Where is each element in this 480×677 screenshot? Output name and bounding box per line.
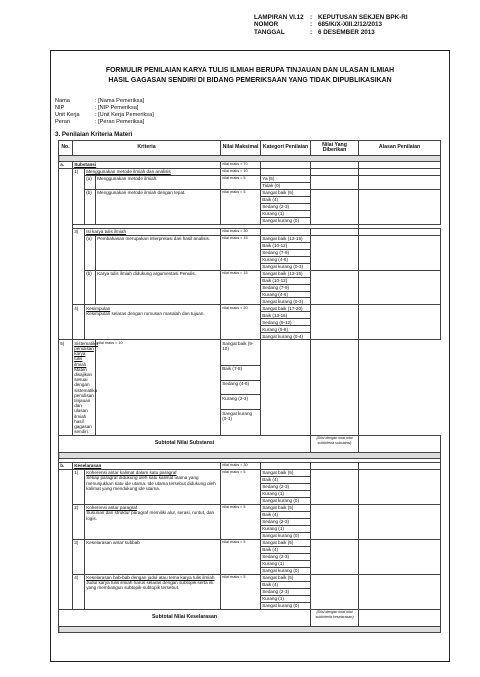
item-a5-title: Sistematika penulisan karya tulis ilmiah <box>74 340 98 367</box>
category-option: Sedang (2-3) <box>261 588 311 595</box>
colon: : <box>310 21 313 29</box>
category-option: Tidak (0) <box>261 182 311 189</box>
score-input[interactable] <box>311 270 359 305</box>
item-a3a-text: Pembahasan merupakan interpretasi dari hasil analisis. <box>96 235 221 270</box>
score-input[interactable] <box>311 175 359 189</box>
category-option: Sedang (2-3) <box>261 553 311 560</box>
category-option: Sangat kurang (0) <box>261 497 311 504</box>
reason-input[interactable] <box>359 175 441 189</box>
category-option: Kurang (2-3) <box>221 395 261 410</box>
reason-input[interactable] <box>359 305 441 340</box>
category-option: Kurang (5-8) <box>261 326 311 333</box>
unit-value[interactable]: : [Unit Kerja Pemeriksa] <box>95 112 154 118</box>
section-a-title: Substansi <box>73 161 221 168</box>
subtotal-substansi-label: Subtotal Nilai Substansi <box>59 435 311 452</box>
table-header-row <box>59 141 441 156</box>
tanggal-label: TANGGAL <box>254 28 285 36</box>
category-option: Sangat baik (9-10) <box>221 340 261 366</box>
item-a3-no: 3) <box>73 228 85 305</box>
item-a1b-text: Menggunakan metode ilmiah dengan tepat. <box>96 189 221 224</box>
category-option: Baik (4) <box>261 546 311 553</box>
item-b4-text: Judul karya tulis ilmiah harus selaras dengan subtopik serta isi yang membangun subtopik-subtopik tersebut. <box>86 580 214 591</box>
nip-value[interactable]: : [NIP Pemeriksa] <box>95 105 139 111</box>
item-a1-no: 1) <box>73 168 85 224</box>
hatch-divider <box>59 626 441 632</box>
score-input[interactable] <box>311 305 359 340</box>
reason-input[interactable] <box>359 539 441 574</box>
section-heading: 3. Penilaian Kriteria Materi <box>55 131 133 138</box>
title-line-2: HASIL GAGASAN SENDIRI DI BIDANG PEMERIKSAAN YANG TIDAK DIPUBLIKASIKAN <box>108 76 392 84</box>
category-option: Sangat kurang (0-3) <box>261 298 311 305</box>
item-a4-content <box>85 305 221 340</box>
section-b-max: nilai maks = 30 <box>221 462 261 469</box>
col-diberikan: Nilai Yang Diberikan <box>311 141 359 156</box>
role-label: Peran <box>55 119 70 125</box>
tanggal-value: 6 DESEMBER 2013 <box>318 28 375 36</box>
category-option: Sangat kurang (0-1) <box>221 410 261 436</box>
category-option: Baik (4) <box>261 581 311 588</box>
subtotal-substansi-reason[interactable] <box>359 435 441 452</box>
item-b1-max: nilai maks = 5 <box>221 469 261 504</box>
item-a5-max: nilai maks = 10 <box>96 340 221 435</box>
item-b1-no: 1) <box>73 469 85 504</box>
item-b3-no: 3) <box>73 539 85 574</box>
item-a1b-no: (b) <box>85 189 96 224</box>
category-option: Baik (4) <box>261 511 311 518</box>
reason-input[interactable] <box>359 235 441 270</box>
item-a3b-text: Karya tulis ilmiah didukung argumentasi Penulis. <box>96 270 221 305</box>
item-b4-content <box>85 574 221 609</box>
score-input[interactable] <box>261 340 311 435</box>
category-option: Sedang (2-3) <box>261 518 311 525</box>
section-a-letter: a. <box>59 161 73 168</box>
col-no: No. <box>59 141 73 156</box>
category-option: Sangat kurang (0) <box>261 217 311 224</box>
category-option: Sedang (2-3) <box>261 483 311 490</box>
category-option: Sedang (4-6) <box>221 380 261 395</box>
score-input[interactable] <box>311 504 359 539</box>
identity-block <box>55 98 154 126</box>
category-option: Sedang (2-3) <box>261 203 311 210</box>
item-a4-text: Kesimpulan selaras dengan rumusan masalah dan tujuan. <box>86 311 205 317</box>
item-a1a-no: (a) <box>85 175 96 189</box>
subtotal-keselarasan-note: (Diisi dengan total nilai subkriteria keselarasan) <box>311 609 359 626</box>
item-b2-no: 2) <box>73 504 85 539</box>
nomor-label: NOMOR <box>254 21 279 29</box>
reason-input[interactable] <box>359 574 441 609</box>
category-option: Sangat baik (17-20) <box>261 305 311 312</box>
col-kriteria: Kriteria <box>73 141 221 156</box>
category-option: Kurang (4-6) <box>261 256 311 263</box>
lampiran-label: LAMPIRAN VI.12 <box>254 14 304 21</box>
score-input[interactable] <box>311 235 359 270</box>
category-option: Kurang (1) <box>261 525 311 532</box>
item-a3a-no: (a) <box>85 235 96 270</box>
category-option: Sangat kurang (0) <box>261 567 311 574</box>
decree-header <box>254 14 408 36</box>
item-a3-max: nilai maks = 30 <box>221 228 261 235</box>
section-b-letter: b. <box>59 462 73 469</box>
category-option: Sangat kurang (0) <box>261 532 311 539</box>
category-option: Kurang (1) <box>261 560 311 567</box>
item-a1-max: nilai maks = 10 <box>221 168 261 175</box>
item-b3-title: Keselarasan antar subbab <box>86 540 140 546</box>
score-input[interactable] <box>311 469 359 504</box>
item-a1-title: Menggunakan metode ilmiah dan analisis <box>85 168 221 175</box>
lampiran-value: KEPUTUSAN SEKJEN BPK-RI <box>318 14 408 21</box>
item-b2-title: Koherensi antar paragraf <box>86 505 138 511</box>
item-a4-no: 4) <box>73 305 85 340</box>
col-kategori: Kategori Penilaian <box>261 141 311 156</box>
item-b1-content <box>85 469 221 504</box>
item-a5-content <box>73 340 96 435</box>
col-alasan: Alasan Penilaian <box>359 141 441 156</box>
category-option: Sangat baik (13-15) <box>261 270 311 277</box>
item-b2-text: Susunan dan struktur paragraf memiliki alur, serasi, runtut, dan logis. <box>86 510 215 521</box>
category-option: Sangat kurang (0-4) <box>261 333 311 340</box>
item-b4-max: nilai maks = 5 <box>221 574 261 609</box>
score-input[interactable] <box>311 574 359 609</box>
item-a1b-max: nilai maks = 5 <box>221 189 261 224</box>
category-option: Sangat baik (5) <box>261 539 311 546</box>
colon: : <box>310 14 313 21</box>
item-a4-max: nilai maks = 20 <box>221 305 261 340</box>
category-option: Baik (4) <box>261 196 311 203</box>
category-option: Sedang (7-9) <box>261 284 311 291</box>
category-option: Sangat baik (5) <box>261 189 311 196</box>
form-title <box>50 66 450 86</box>
item-b1-title: Koherensi antar kalimat dalam satu paragraf <box>86 470 177 476</box>
name-label: Nama <box>55 98 70 104</box>
section-b-title: Keselarasan <box>73 462 221 469</box>
reason-input[interactable] <box>359 189 441 224</box>
nip-label: NIP <box>55 105 65 111</box>
name-value[interactable]: : [Nama Pemeriksa] <box>95 98 145 104</box>
assessment-table <box>58 140 441 633</box>
category-option: Sangat baik (5) <box>261 504 311 511</box>
item-a4-title: Kesimpulan <box>86 305 111 311</box>
colon: : <box>310 28 313 36</box>
category-option: Sangat baik (13-15) <box>261 235 311 242</box>
score-input[interactable] <box>311 189 359 224</box>
reason-input[interactable] <box>359 270 441 305</box>
item-a3-title: Isi karya tulis ilmiah <box>85 228 221 235</box>
title-line-1: FORMULIR PENILAIAN KARYA TULIS ILMIAH BERUPA TINJAUAN DAN ULASAN ILMIAH <box>105 67 395 74</box>
section-a-max: nilai maks = 70 <box>221 161 261 168</box>
item-a3b-no: (b) <box>85 270 96 305</box>
subtotal-substansi-note: (Diisi dengan total nilai subkriteria substansi) <box>311 435 359 452</box>
role-value[interactable]: : [Peran Pemeriksa] <box>95 119 145 125</box>
category-option: Kurang (1) <box>261 595 311 602</box>
category-option: Sangat kurang (0-3) <box>261 263 311 270</box>
item-b4-no: 4) <box>73 574 85 609</box>
item-b4-title: Keselarasan bab-bab dengan judul atau tema karya tulis ilmiah <box>86 574 215 580</box>
item-b3-max: nilai maks = 5 <box>221 539 261 574</box>
unit-label: Unit Kerja <box>55 112 80 118</box>
nomor-value: 685/K/X-XIII.2/12/2013 <box>318 21 383 29</box>
item-a3b-max: nilai maks = 15 <box>221 270 261 305</box>
category-option: Kurang (1) <box>261 490 311 497</box>
category-option: Baik (4) <box>261 476 311 483</box>
col-maks: Nilai Maksimal <box>221 141 261 156</box>
item-a5-text: Materi disajikan sesuai dengan sistematika penulisan tinjauan dan ulasan ilmiah hasil gagasan sendiri. <box>74 366 98 435</box>
score-input[interactable] <box>311 539 359 574</box>
subtotal-keselarasan-reason[interactable] <box>359 609 441 626</box>
category-option: Baik (10-12) <box>261 277 311 284</box>
item-b2-content <box>85 504 221 539</box>
item-b3-content <box>85 539 221 574</box>
reason-input[interactable] <box>359 469 441 504</box>
category-option: Sedang (7-9) <box>261 249 311 256</box>
category-option: Baik (13-16) <box>261 312 311 319</box>
category-option: Sangat baik (5) <box>261 574 311 581</box>
category-option: Baik (10-12) <box>261 242 311 249</box>
category-option: Ya (5) <box>261 175 311 182</box>
category-option: Kurang (1) <box>261 210 311 217</box>
reason-input[interactable] <box>359 504 441 539</box>
category-option: Sangat kurang (0) <box>261 602 311 609</box>
category-option: Kurang (4-6) <box>261 291 311 298</box>
item-b2-max: nilai maks = 5 <box>221 504 261 539</box>
subtotal-keselarasan-label: Subtotal Nilai Keselarasan <box>59 609 311 626</box>
category-option: Baik (7-8) <box>221 366 261 381</box>
item-a3a-max: nilai maks = 15 <box>221 235 261 270</box>
item-a5-no: 5) <box>59 340 73 435</box>
reason-input[interactable] <box>311 340 359 435</box>
item-a1a-max: nilai maks = 5 <box>221 175 261 189</box>
category-option: Sedang (9-12) <box>261 319 311 326</box>
item-b1-text: Setiap paragraf didukung oleh satu kalimat utama yang menunjukkan satu ide utama. Ide utama tersebut didukung oleh kalimat yang mendukung ide utama. <box>86 475 216 491</box>
item-a1a-text: Menggunakan metode ilmiah. <box>96 175 221 189</box>
category-option: Sangat baik (5) <box>261 469 311 476</box>
